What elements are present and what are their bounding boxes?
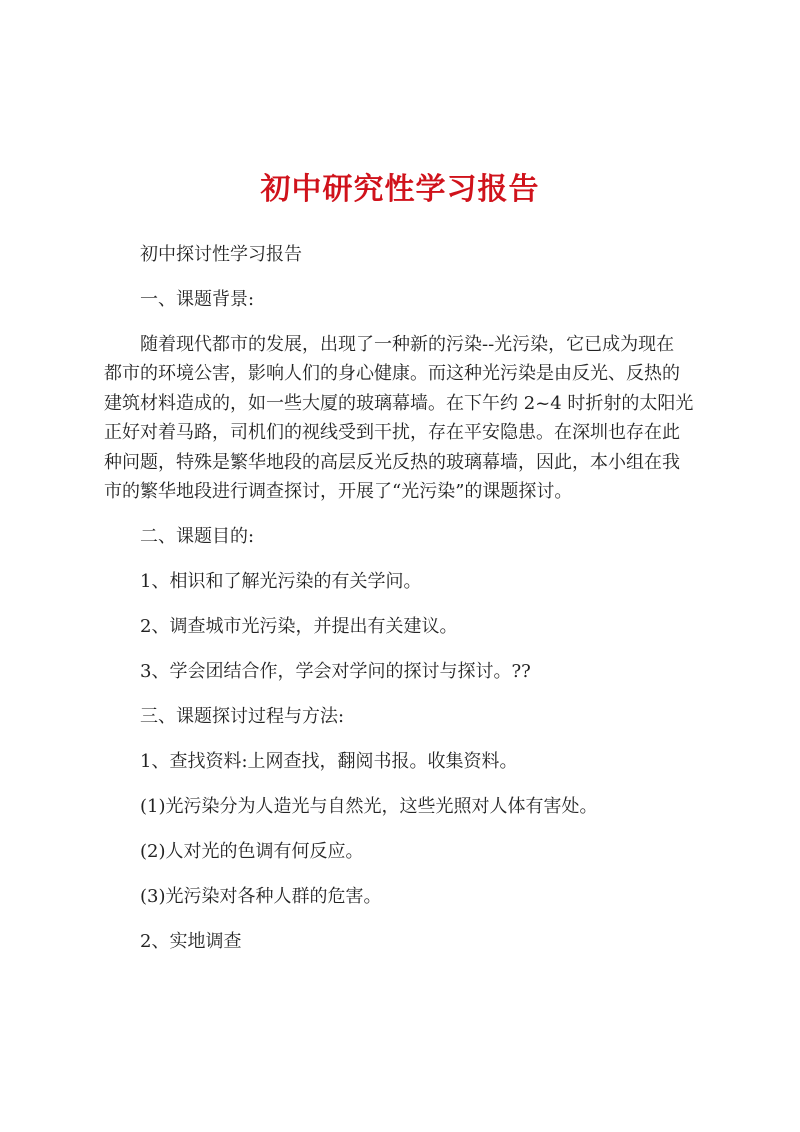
list-item: 2、调查城市光污染，并提出有关建议。 [140, 616, 458, 638]
sub-list-item: (1)光污染分为人造光与自然光，这些光照对人体有害处。 [140, 796, 598, 818]
paragraph-line: 随着现代都市的发展，出现了一种新的污染--光污染，它已成为现在 [140, 334, 675, 355]
section-heading-goals: 二、课题目的: [140, 526, 255, 548]
subtitle: 初中探讨性学习报告 [140, 244, 302, 265]
sub-list-item: (3)光污染对各种人群的危害。 [140, 886, 382, 908]
document-body [104, 240, 704, 972]
section-heading-process: 三、课题探讨过程与方法: [140, 706, 345, 728]
paragraph-line: 种问题，特殊是繁华地段的高层反光反热的玻璃幕墙，因此，本小组在我 [104, 451, 680, 473]
list-item: 1、查找资料:上网查找，翻阅书报。收集资料。 [140, 751, 518, 773]
list-item: 1、相识和了解光污染的有关学问。 [140, 571, 422, 593]
list-item: 2、实地调查 [140, 931, 242, 953]
section-heading-background: 一、课题背景: [140, 289, 255, 310]
paragraph-line: 都市的环境公害，影响人们的身心健康。而这种光污染是由反光、反热的 [104, 363, 680, 385]
sub-list-item: (2)人对光的色调有何反应。 [140, 841, 364, 863]
paragraph-line: 建筑材料造成的，如一些大厦的玻璃幕墙。在下午约 2~4 时折射的太阳光 [104, 392, 694, 414]
document-title: 初中研究性学习报告 [260, 172, 540, 207]
paragraph-line: 正好对着马路，司机们的视线受到干扰，存在平安隐患。在深圳也存在此 [104, 422, 680, 444]
paragraph-line: 市的繁华地段进行调查探讨，开展了“光污染”的课题探讨。 [104, 481, 573, 503]
list-item: 3、学会团结合作，学会对学问的探讨与探讨。?? [140, 661, 531, 683]
background-paragraph [104, 330, 704, 506]
